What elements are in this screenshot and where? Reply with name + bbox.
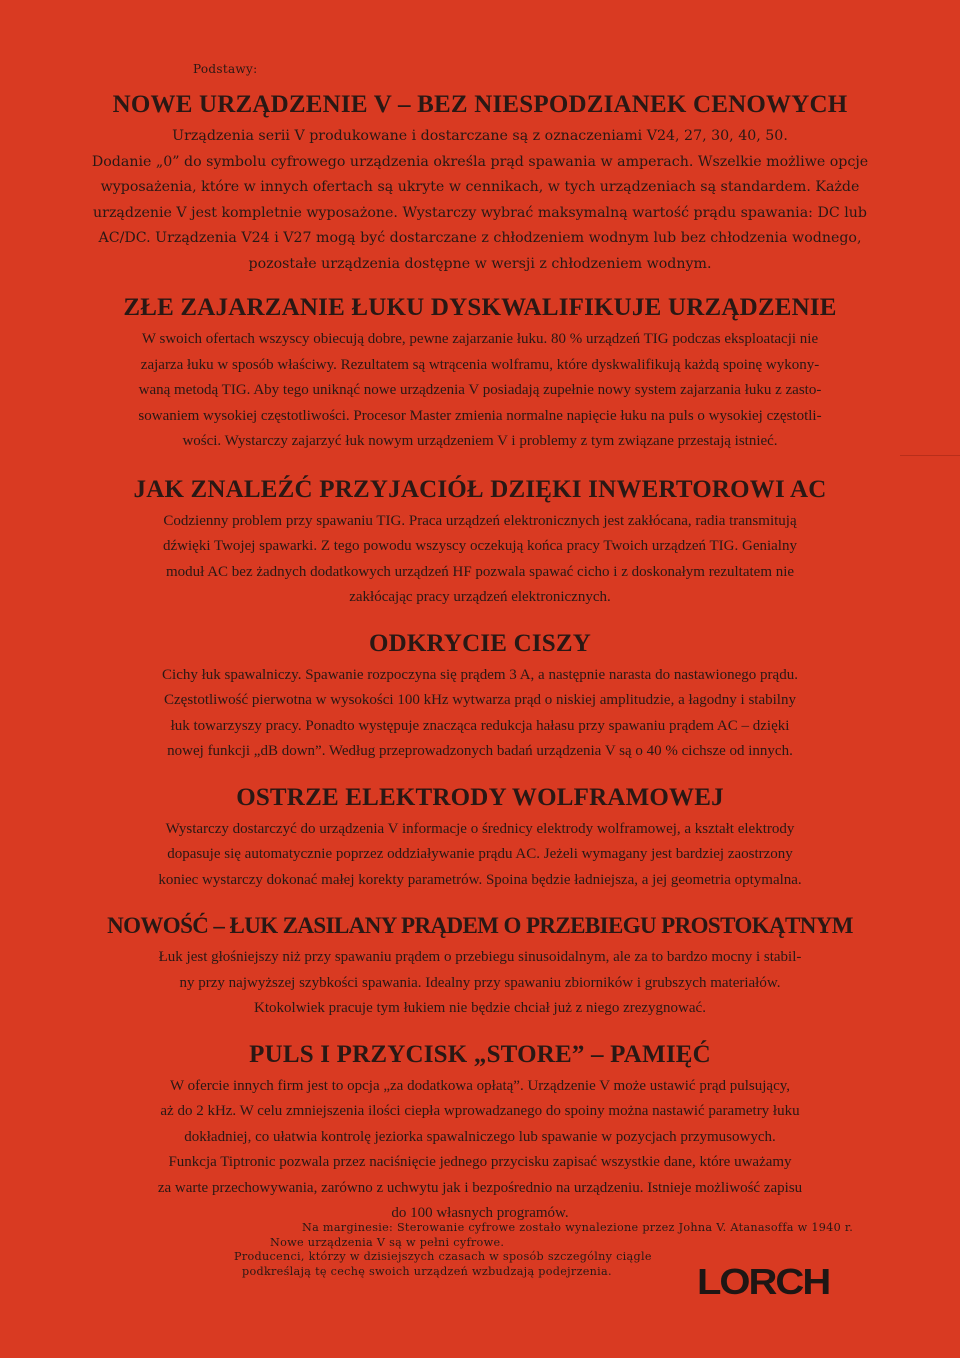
section-heading: ZŁE ZAJARZANIE ŁUKU DYSKWALIFIKUJE URZĄDZENIE <box>123 294 837 321</box>
paragraph-line: aż do 2 kHz. W celu zmniejszenia ilości ciepła wprowadzanego do spoiny można nastawić parametry łuku <box>160 1103 800 1119</box>
paragraph-line: sowaniem wysokiej częstotliwości. Procesor Master zmienia normalne napięcie łuku na puls o wysokiej częstotli- <box>138 407 822 424</box>
paragraph-line: zajarza łuku w sposób właściwy. Rezultatem są wtrącenia wolframu, które dyskwalifikują każdą spoinę wykony- <box>140 356 820 373</box>
paragraph-line: Urządzenia serii V produkowane i dostarczane są z oznaczeniami V24, 27, 30, 40, 50. <box>172 128 788 144</box>
paragraph-line: urządzenie V jest kompletnie wyposażone. Wystarczy wybrać maksymalną wartość prądu spawania: DC lub <box>93 204 867 221</box>
paragraph-line: W swoich ofertach wszyscy obiecują dobre, pewne zajarzanie łuku. 80 % urządzeń TIG podczas eksploatacji nie <box>141 331 819 347</box>
paragraph-line: Wystarczy dostarczyć do urządzenia V informacje o średnicy elektrody wolframowej, a kształt elektrody <box>165 820 795 837</box>
section-silence <box>90 629 870 765</box>
paragraph-line: za warte przechowywania, zarówno z uchwytu jak i bezpośrednio na urządzeniu. Istnieje możliwość zapisu <box>157 1179 803 1196</box>
paragraph-line: ny przy najwyższej szybkości spawania. Idealny przy spawaniu zbiorników i grubszych materiałów. <box>179 974 781 991</box>
paragraph-line: Ktokolwiek pracuje tym łukiem nie będzie chciał już z niego zrezygnować. <box>254 1000 706 1016</box>
paragraph-line: łuk towarzyszy pracy. Ponadto występuje znacząca redukcja hałasu przy spawaniu prądem AC – dzięki <box>170 717 790 734</box>
section-new-device <box>90 90 870 277</box>
document-body <box>90 90 870 1227</box>
section-heading: JAK ZNALEŹĆ PRZYJACIÓŁ DZIĘKI INWERTOROWI AC <box>133 475 827 503</box>
paragraph-line: wyposażenia, które w innych ofertach są ukryte w cennikach, w tych urządzeniach są standardem. Każde <box>100 179 860 195</box>
paragraph-line: Funkcja Tiptronic pozwala przez naciśnięcie jednego przycisku zapisać wszystkie dane, które uważamy <box>168 1154 792 1170</box>
section-ac-inverter <box>90 475 870 611</box>
margin-note-line: Producenci, którzy w dzisiejszych czasach w sposób szczególny ciągle <box>234 1250 652 1263</box>
paragraph-line: nowej funkcji „dB down”. Według przeprowadzonych badań urządzenia V są o 40 % cichsze od innych. <box>167 743 793 759</box>
paragraph-line: dźwięki Twojej spawarki. Z tego powodu wszyscy oczekują końca pracy Twoich urządzeń TIG. Genialny <box>163 538 797 554</box>
paragraph-line: AC/DC. Urządzenia V24 i V27 mogą być dostarczane z chłodzeniem wodnym lub bez chłodzenia wodnego, <box>98 230 862 246</box>
paragraph-line: moduł AC bez żadnych dodatkowych urządzeń HF pozwala spawać cicho i z doskonałym rezultatem nie <box>165 563 795 580</box>
paragraph-line: do 100 własnych programów. <box>391 1205 569 1221</box>
paragraph-line: koniec wystarczy dokonać małej korekty parametrów. Spoina będzie ładniejsza, a jej geometria optymalna. <box>158 871 802 888</box>
paragraph-line: Cichy łuk spawalniczy. Spawanie rozpoczyna się prądem 3 A, a następnie narasta do nastawionego prądu. <box>162 666 798 683</box>
paragraph-line: zakłócając pracy urządzeń elektronicznych. <box>349 589 611 605</box>
lorch-logo: LORCH <box>697 1262 830 1302</box>
section-arc-ignition <box>90 293 870 455</box>
margin-note-line: Nowe urządzenia V są w pełni cyfrowe. <box>270 1235 505 1249</box>
edge-divider <box>900 455 960 456</box>
section-heading: NOWOŚĆ – ŁUK ZASILANY PRĄDEM O PRZEBIEGU PROSTOKĄTNYM <box>107 913 853 938</box>
section-heading: OSTRZE ELEKTRODY WOLFRAMOWEJ <box>236 783 724 811</box>
paragraph-line: dokładniej, co ułatwia kontrolę jeziorka spawalniczego lub spawanie w pozycjach przymusowych. <box>184 1128 776 1145</box>
section-heading: NOWE URZĄDZENIE V – BEZ NIESPODZIANEK CENOWYCH <box>112 91 848 118</box>
header-label: Podstawy: <box>193 62 258 76</box>
section-heading: ODKRYCIE CISZY <box>368 629 592 657</box>
paragraph-line: Dodanie „0” do symbolu cyfrowego urządzenia określa prąd spawania w amperach. Wszelkie możliwe opcje <box>91 153 869 170</box>
paragraph-line: W ofercie innych firm jest to opcja „za dodatkowa opłatą”. Urządzenie V może ustawić prąd pulsujący, <box>169 1077 791 1094</box>
section-square-wave <box>90 911 870 1022</box>
paragraph-line: Częstotliwość pierwotna w wysokości 100 kHz wytwarza prąd o niskiej amplitudzie, a łagodny i stabilny <box>164 692 796 708</box>
section-pulse-store <box>90 1040 870 1227</box>
paragraph-line: wości. Wystarczy zajarzyć łuk nowym urządzeniem V i problemy z tym związane przestają istnieć. <box>182 433 778 449</box>
margin-note-line: Na marginesie: Sterowanie cyfrowe zostało wynalezione przez Johna V. Atanasoffa w 1940 r. <box>302 1221 854 1234</box>
margin-note-line: podkreślają tę cechę swoich urządzeń wzbudzają podejrzenia. <box>242 1264 612 1278</box>
section-heading: PULS I PRZYCISK „STORE” – PAMIĘĆ <box>249 1040 711 1068</box>
paragraph-line: waną metodą TIG. Aby tego uniknąć nowe urządzenia V posiadają zupełnie nowy system zajarzania łuku z zasto- <box>138 382 822 398</box>
paragraph-line: Łuk jest głośniejszy niż przy spawaniu prądem o przebiegu sinusoidalnym, ale za to bardzo mocny i stabil- <box>158 949 802 965</box>
paragraph-line: pozostałe urządzenia dostępne w wersji z chłodzeniem wodnym. <box>248 255 712 272</box>
section-electrode-tip <box>90 783 870 894</box>
paragraph-line: dopasuje się automatycznie poprzez oddziaływanie prądu AC. Jeżeli wymagany jest bardziej zaostrzony <box>167 846 793 862</box>
paragraph-line: Codzienny problem przy spawaniu TIG. Praca urządzeń elektronicznych jest zakłócana, radia transmitują <box>163 512 797 529</box>
